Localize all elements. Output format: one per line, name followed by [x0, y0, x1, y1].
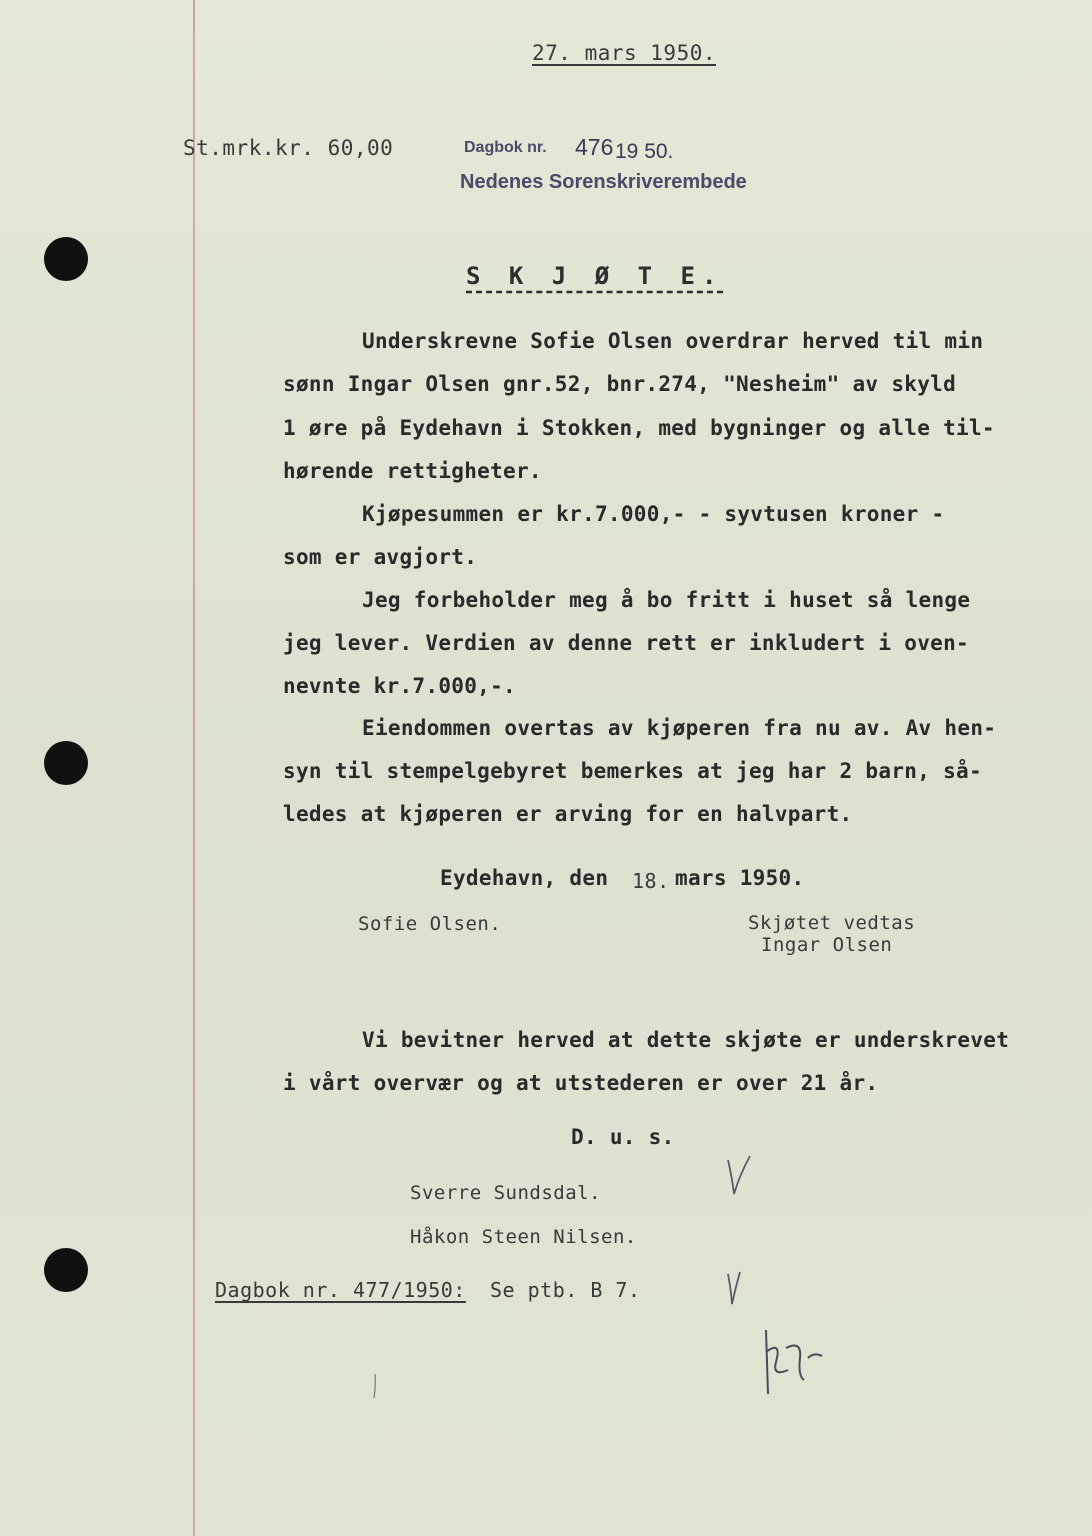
punch-hole — [44, 741, 88, 785]
stamp-fee: St.mrk.kr. 60,00 — [183, 136, 394, 160]
office-stamp: Nedenes Sorenskriverembede — [460, 171, 747, 193]
signing-day: 18. — [632, 869, 670, 893]
body-line: Jeg forbeholder meg å bo fritt i huset så lenge — [362, 588, 971, 612]
witness-name: Håkon Steen Nilsen. — [410, 1226, 637, 1248]
body-line: Underskrevne Sofie Olsen overdrar herved til min — [362, 329, 984, 353]
body-line: sønn Ingar Olsen gnr.52, bnr.274, "Nesheim" av skyld — [283, 372, 957, 396]
body-line: som er avgjort. — [283, 545, 478, 569]
witness-name: Sverre Sundsdal. — [410, 1182, 602, 1204]
margin-line — [193, 0, 195, 1536]
body-line: nevnte kr.7.000,-. — [283, 674, 516, 698]
body-line: syn til stempelgebyret bemerkes at jeg har 2 barn, så- — [283, 759, 982, 783]
punch-hole — [44, 1248, 88, 1292]
body-line: hørende rettigheter. — [283, 459, 542, 483]
dagbok-number: 476 — [575, 134, 614, 160]
document-title: S K J Ø T E. — [466, 262, 724, 290]
dagbok-year: 19 50. — [615, 140, 674, 163]
footer-note: Se ptb. B 7. — [490, 1278, 641, 1302]
buyer-signature: Ingar Olsen — [761, 934, 893, 956]
body-line: jeg lever. Verdien av denne rett er inkludert i oven- — [283, 631, 969, 655]
seller-signature: Sofie Olsen. — [358, 913, 502, 935]
body-line: 1 øre på Eydehavn i Stokken, med bygninger og alle til- — [283, 416, 995, 440]
dus-abbreviation: D. u. s. — [571, 1125, 675, 1149]
signing-month-year: mars 1950. — [675, 866, 805, 890]
body-line: Kjøpesummen er kr.7.000,- - syvtusen kroner - — [362, 502, 945, 526]
check-mark-icon — [724, 1268, 744, 1310]
check-mark-icon — [724, 1152, 754, 1202]
document-date: 27. mars 1950. — [532, 41, 717, 65]
place: Eydehavn, den — [440, 866, 609, 890]
witness-line: Vi bevitner herved at dette skjøte er underskrevet — [362, 1028, 1010, 1052]
body-line: Eiendommen overtas av kjøperen fra nu av. Av hen- — [362, 716, 997, 740]
buyer-acceptance: Skjøtet vedtas — [748, 912, 916, 934]
footer-dagbok-ref: Dagbok nr. 477/1950: — [215, 1278, 466, 1302]
body-line: ledes at kjøperen er arving for en halvpart. — [283, 802, 853, 826]
handwritten-initials-icon — [752, 1322, 832, 1400]
ink-speck-icon — [370, 1372, 380, 1402]
dagbok-prefix: Dagbok nr. — [464, 139, 547, 156]
punch-hole — [44, 237, 88, 281]
witness-line: i vårt overvær og at utstederen er over 21 år. — [283, 1071, 879, 1095]
